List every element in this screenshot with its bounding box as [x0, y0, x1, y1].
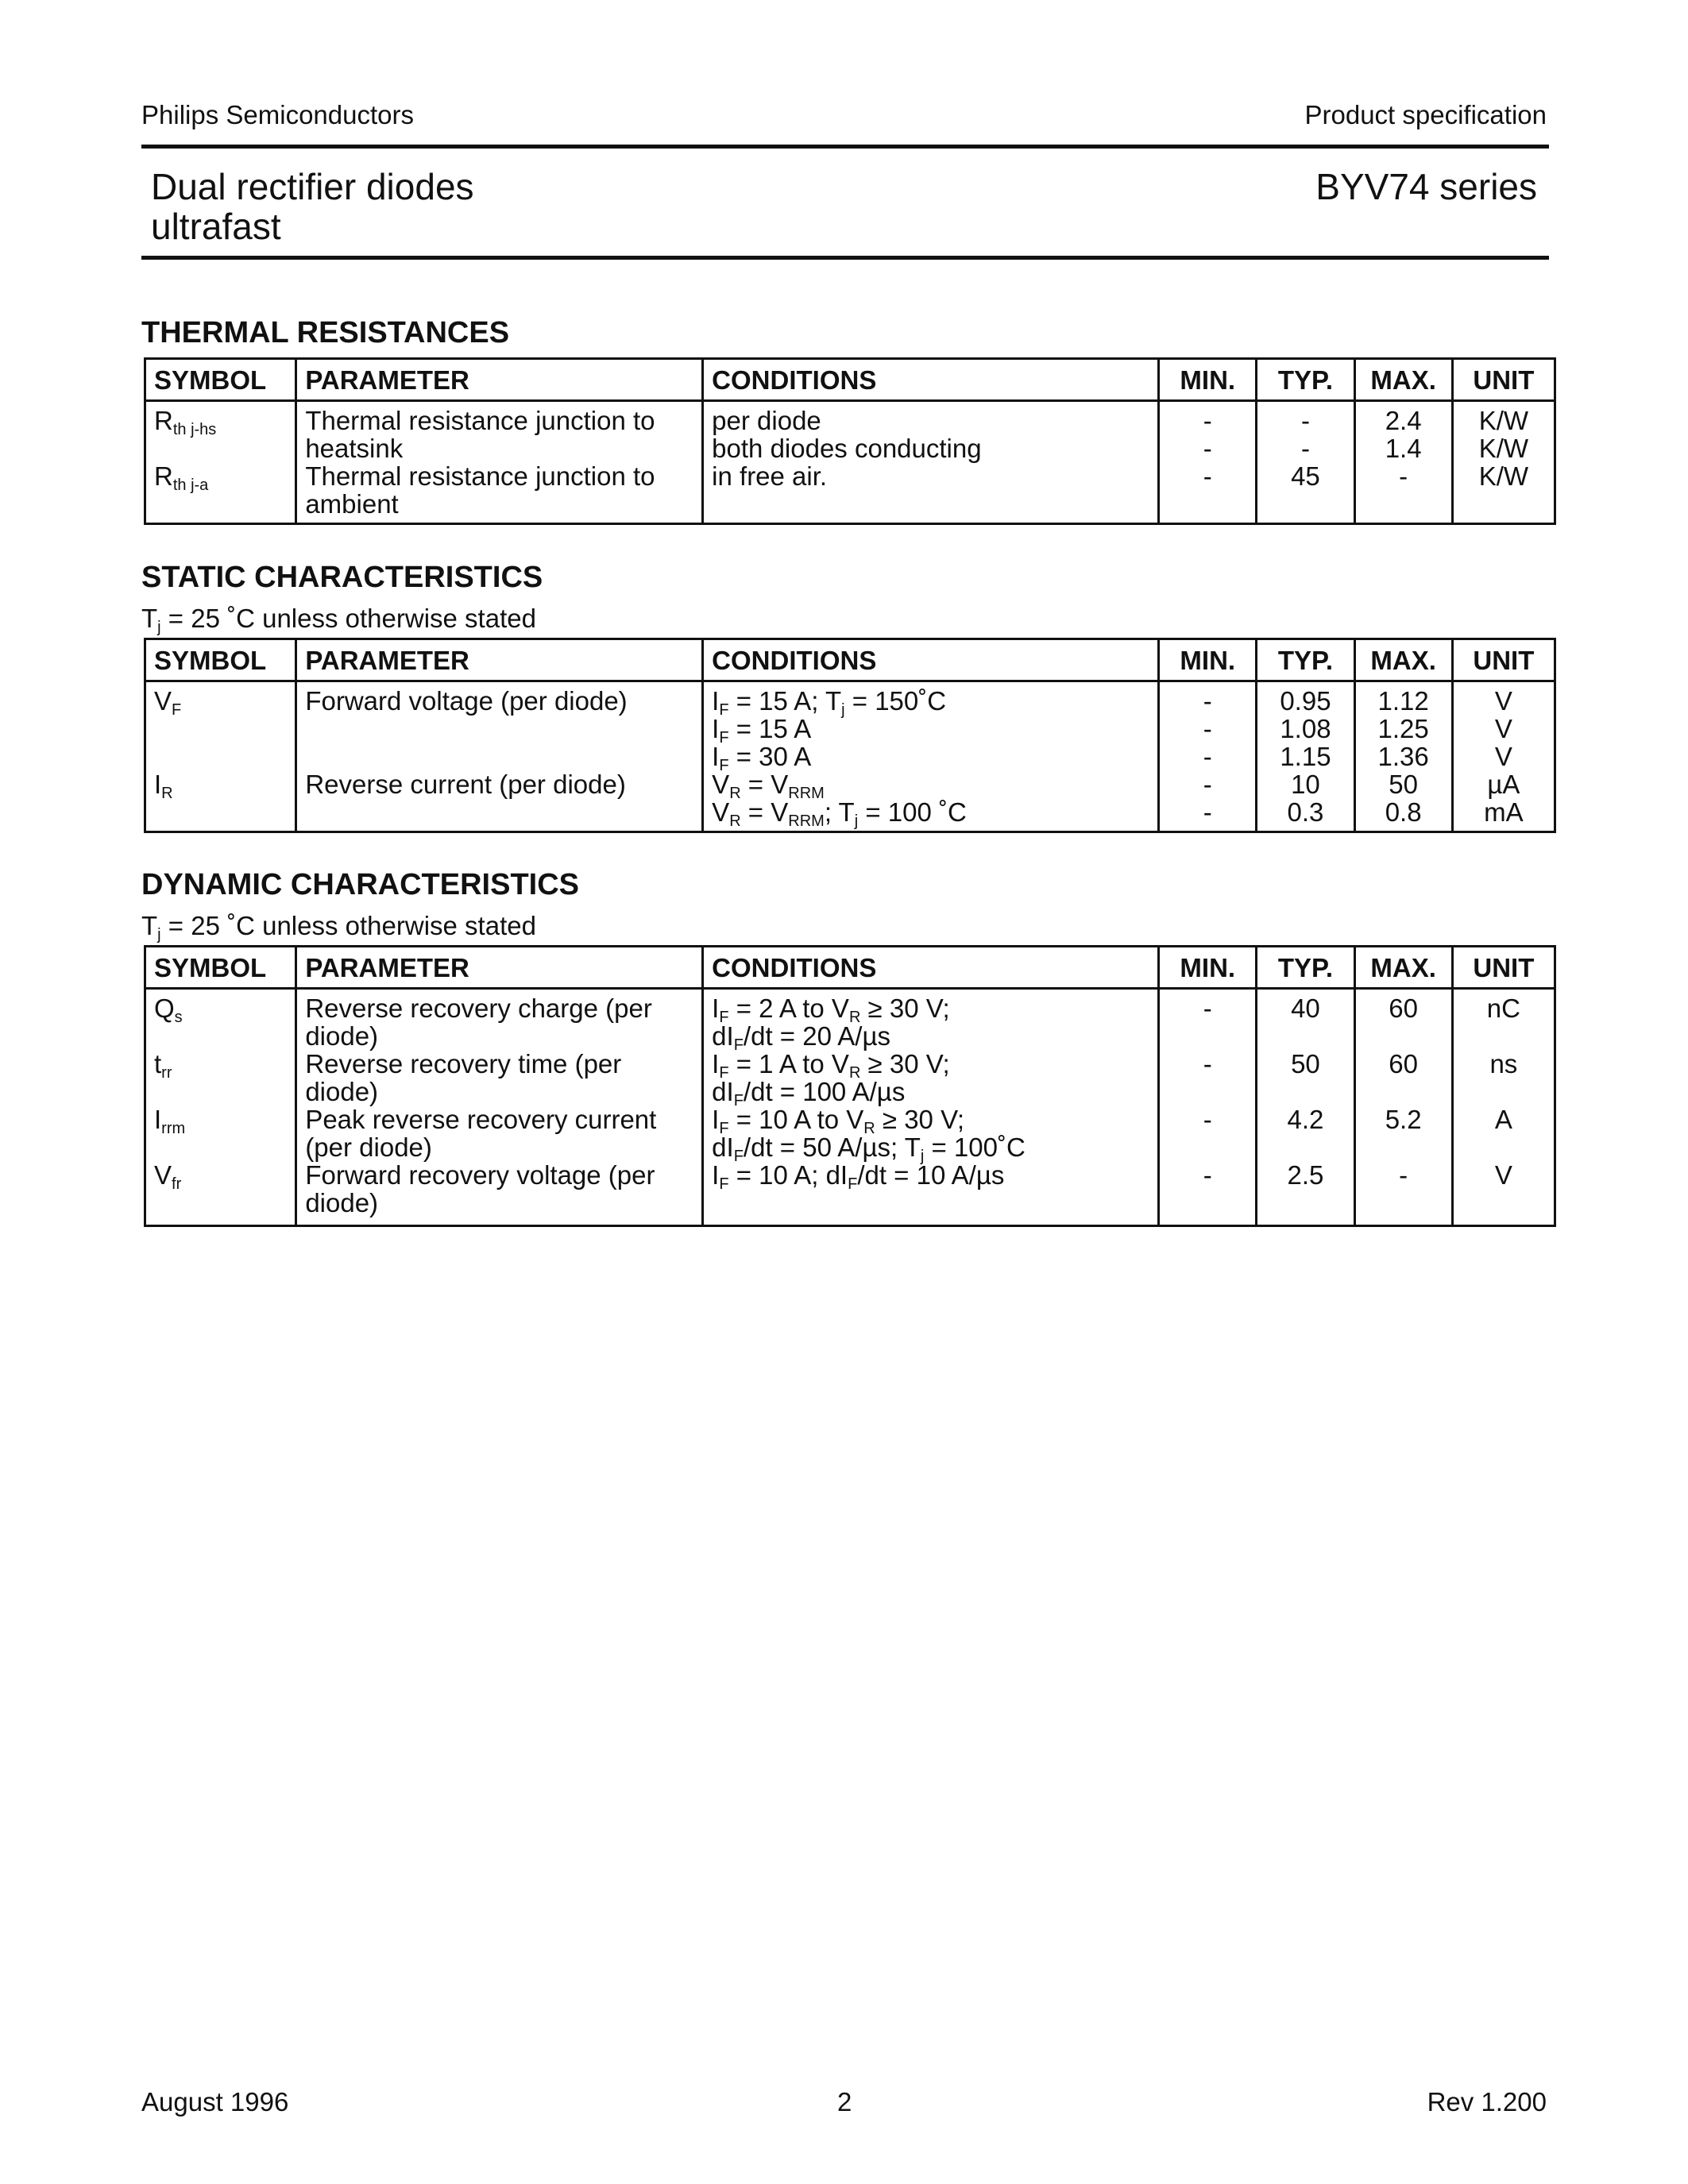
col-conditions: CONDITIONS: [703, 359, 1159, 401]
conditions-cell: $I_F = 10$ A; $dI_F/dt = 10$ A/µs: [712, 1160, 1005, 1193]
col-symbol: SYMBOL: [145, 639, 296, 681]
title-line-2: ultrafast: [151, 206, 281, 247]
col-max: MAX.: [1354, 359, 1452, 401]
max-cell: -: [1399, 1160, 1408, 1190]
parameter-cell: heatsink: [305, 434, 404, 463]
max-cell: 2.4: [1385, 406, 1422, 435]
max-cell: 5.2: [1385, 1105, 1422, 1134]
col-typ: TYP.: [1257, 359, 1354, 401]
conditions-cell: $V_R = V_{RRM}$: [712, 770, 825, 802]
thermal-header-row: [145, 359, 1555, 401]
header-rule-top: [141, 145, 1549, 149]
typ-cell: 1.08: [1280, 714, 1331, 743]
max-cell: 60: [1389, 994, 1418, 1023]
conditions-cell: per diode: [712, 406, 821, 435]
unit-cell: K/W: [1478, 461, 1529, 491]
col-conditions: CONDITIONS: [703, 639, 1159, 681]
company-name: Philips Semiconductors: [141, 100, 414, 129]
conditions-cell: $I_F = 1$ A to $V_R \ge 30$ V;: [712, 1049, 950, 1082]
min-cell: -: [1203, 461, 1212, 491]
symbol-cell: $R_{th j-hs}$: [154, 406, 217, 438]
col-min: MIN.: [1159, 359, 1257, 401]
col-max: MAX.: [1354, 639, 1452, 681]
unit-cell: mA: [1484, 797, 1524, 827]
conditions-cell: in free air.: [712, 461, 828, 491]
col-typ: TYP.: [1257, 947, 1354, 989]
parameter-cell: Thermal resistance junction to: [305, 406, 655, 435]
parameter-cell: (per diode): [305, 1133, 432, 1162]
min-cell: -: [1203, 770, 1212, 799]
unit-cell: K/W: [1478, 406, 1529, 435]
symbol-cell: $I_{rrm}$: [154, 1105, 186, 1137]
col-unit: UNIT: [1452, 639, 1555, 681]
typ-cell: 45: [1291, 461, 1320, 491]
unit-cell: A: [1494, 1105, 1512, 1134]
max-cell: 0.8: [1385, 797, 1422, 827]
max-cell: 1.12: [1377, 686, 1429, 716]
typ-cell: -: [1300, 434, 1310, 463]
typ-cell: 50: [1291, 1049, 1320, 1078]
unit-cell: ns: [1489, 1049, 1518, 1078]
parameter-cell: Peak reverse recovery current: [305, 1105, 657, 1134]
min-cell: -: [1203, 742, 1212, 771]
footer-page-number: 2: [837, 2087, 852, 2116]
col-symbol: SYMBOL: [145, 947, 296, 989]
parameter-cell: Thermal resistance junction to: [305, 461, 655, 491]
conditions-cell: $I_F = 15$ A: [712, 714, 812, 747]
typ-cell: 0.3: [1287, 797, 1324, 827]
footer-date: August 1996: [141, 2087, 289, 2116]
min-cell: -: [1203, 1105, 1212, 1134]
dynamic-section-title: DYNAMIC CHARACTERISTICS: [141, 868, 579, 901]
series-name: BYV74 series: [1315, 166, 1537, 207]
conditions-cell: both diodes conducting: [712, 434, 982, 463]
conditions-cell: $V_R = V_{RRM}$; $T_j = 100$ ˚C: [712, 797, 967, 830]
conditions-cell: $dI_F/dt = 50$ A/µs; $T_j$ = 100˚C: [712, 1133, 1026, 1165]
typ-cell: 0.95: [1280, 686, 1331, 716]
min-cell: -: [1203, 994, 1212, 1023]
parameter-cell: Reverse current (per diode): [305, 770, 626, 799]
unit-cell: K/W: [1478, 434, 1529, 463]
col-symbol: SYMBOL: [145, 359, 296, 401]
max-cell: 1.4: [1385, 434, 1422, 463]
static-condition-note: $T_j = 25$ ˚C unless otherwise stated: [141, 604, 536, 636]
conditions-cell: $dI_F/dt = 20$ A/µs: [712, 1021, 890, 1054]
conditions-cell: $dI_F/dt = 100$ A/µs: [712, 1077, 906, 1109]
dynamic-header-row: [145, 947, 1555, 989]
min-cell: -: [1203, 1160, 1212, 1190]
max-cell: 1.36: [1377, 742, 1429, 771]
parameter-cell: diode): [305, 1188, 379, 1217]
col-min: MIN.: [1159, 947, 1257, 989]
footer-revision: Rev 1.200: [1427, 2087, 1547, 2116]
col-conditions: CONDITIONS: [703, 947, 1159, 989]
parameter-cell: Reverse recovery charge (per: [305, 994, 652, 1023]
max-cell: 50: [1389, 770, 1418, 799]
thermal-section-title: THERMAL RESISTANCES: [141, 316, 510, 349]
parameter-cell: diode): [305, 1077, 379, 1106]
max-cell: -: [1399, 461, 1408, 491]
col-unit: UNIT: [1452, 359, 1555, 401]
static-table: [144, 638, 1556, 833]
col-parameter: PARAMETER: [296, 947, 703, 989]
min-cell: -: [1203, 434, 1212, 463]
symbol-cell: $t_{rr}$: [154, 1049, 172, 1082]
typ-cell: 40: [1291, 994, 1320, 1023]
parameter-cell: Reverse recovery time (per: [305, 1049, 622, 1078]
thermal-table: [144, 357, 1556, 525]
max-cell: 60: [1389, 1049, 1418, 1078]
header-rule-bottom: [141, 256, 1549, 260]
col-parameter: PARAMETER: [296, 639, 703, 681]
col-min: MIN.: [1159, 639, 1257, 681]
typ-cell: 2.5: [1287, 1160, 1324, 1190]
table-row: [145, 989, 1555, 1226]
dynamic-condition-note: $T_j = 25$ ˚C unless otherwise stated: [141, 911, 536, 943]
parameter-cell: Forward voltage (per diode): [305, 686, 628, 716]
typ-cell: 4.2: [1287, 1105, 1324, 1134]
unit-cell: V: [1494, 714, 1512, 743]
document-type: Product specification: [1304, 100, 1547, 129]
unit-cell: V: [1494, 686, 1512, 716]
parameter-cell: Forward recovery voltage (per: [305, 1160, 655, 1190]
typ-cell: -: [1300, 406, 1310, 435]
unit-cell: V: [1494, 1160, 1512, 1190]
unit-cell: nC: [1486, 994, 1520, 1023]
col-max: MAX.: [1354, 947, 1452, 989]
dynamic-table: [144, 945, 1556, 1227]
min-cell: -: [1203, 686, 1212, 716]
col-typ: TYP.: [1257, 639, 1354, 681]
table-row: [145, 401, 1555, 524]
conditions-cell: $I_F = 15$ A; $T_j$ = 150˚C: [712, 686, 947, 719]
conditions-cell: $I_F = 30$ A: [712, 742, 812, 774]
min-cell: -: [1203, 797, 1212, 827]
symbol-cell: $Q_s$: [154, 994, 183, 1026]
document-title: [151, 167, 474, 246]
conditions-cell: $I_F = 2$ A to $V_R \ge 30$ V;: [712, 994, 950, 1026]
parameter-cell: ambient: [305, 489, 399, 519]
parameter-cell: diode): [305, 1021, 379, 1051]
min-cell: -: [1203, 406, 1212, 435]
table-row: [145, 681, 1555, 832]
col-parameter: PARAMETER: [296, 359, 703, 401]
symbol-cell: $V_F$: [154, 686, 182, 719]
min-cell: -: [1203, 714, 1212, 743]
typ-cell: 10: [1291, 770, 1320, 799]
symbol-cell: $R_{th j-a}$: [154, 461, 209, 494]
conditions-cell: $I_F = 10$ A to $V_R \ge 30$ V;: [712, 1105, 965, 1137]
unit-cell: µA: [1487, 770, 1520, 799]
static-header-row: [145, 639, 1555, 681]
max-cell: 1.25: [1377, 714, 1429, 743]
typ-cell: 1.15: [1280, 742, 1331, 771]
symbol-cell: $I_R$: [154, 770, 173, 802]
min-cell: -: [1203, 1049, 1212, 1078]
symbol-cell: $V_{fr}$: [154, 1160, 182, 1193]
unit-cell: V: [1494, 742, 1512, 771]
col-unit: UNIT: [1452, 947, 1555, 989]
title-line-1: Dual rectifier diodes: [151, 166, 474, 207]
static-section-title: STATIC CHARACTERISTICS: [141, 561, 543, 594]
